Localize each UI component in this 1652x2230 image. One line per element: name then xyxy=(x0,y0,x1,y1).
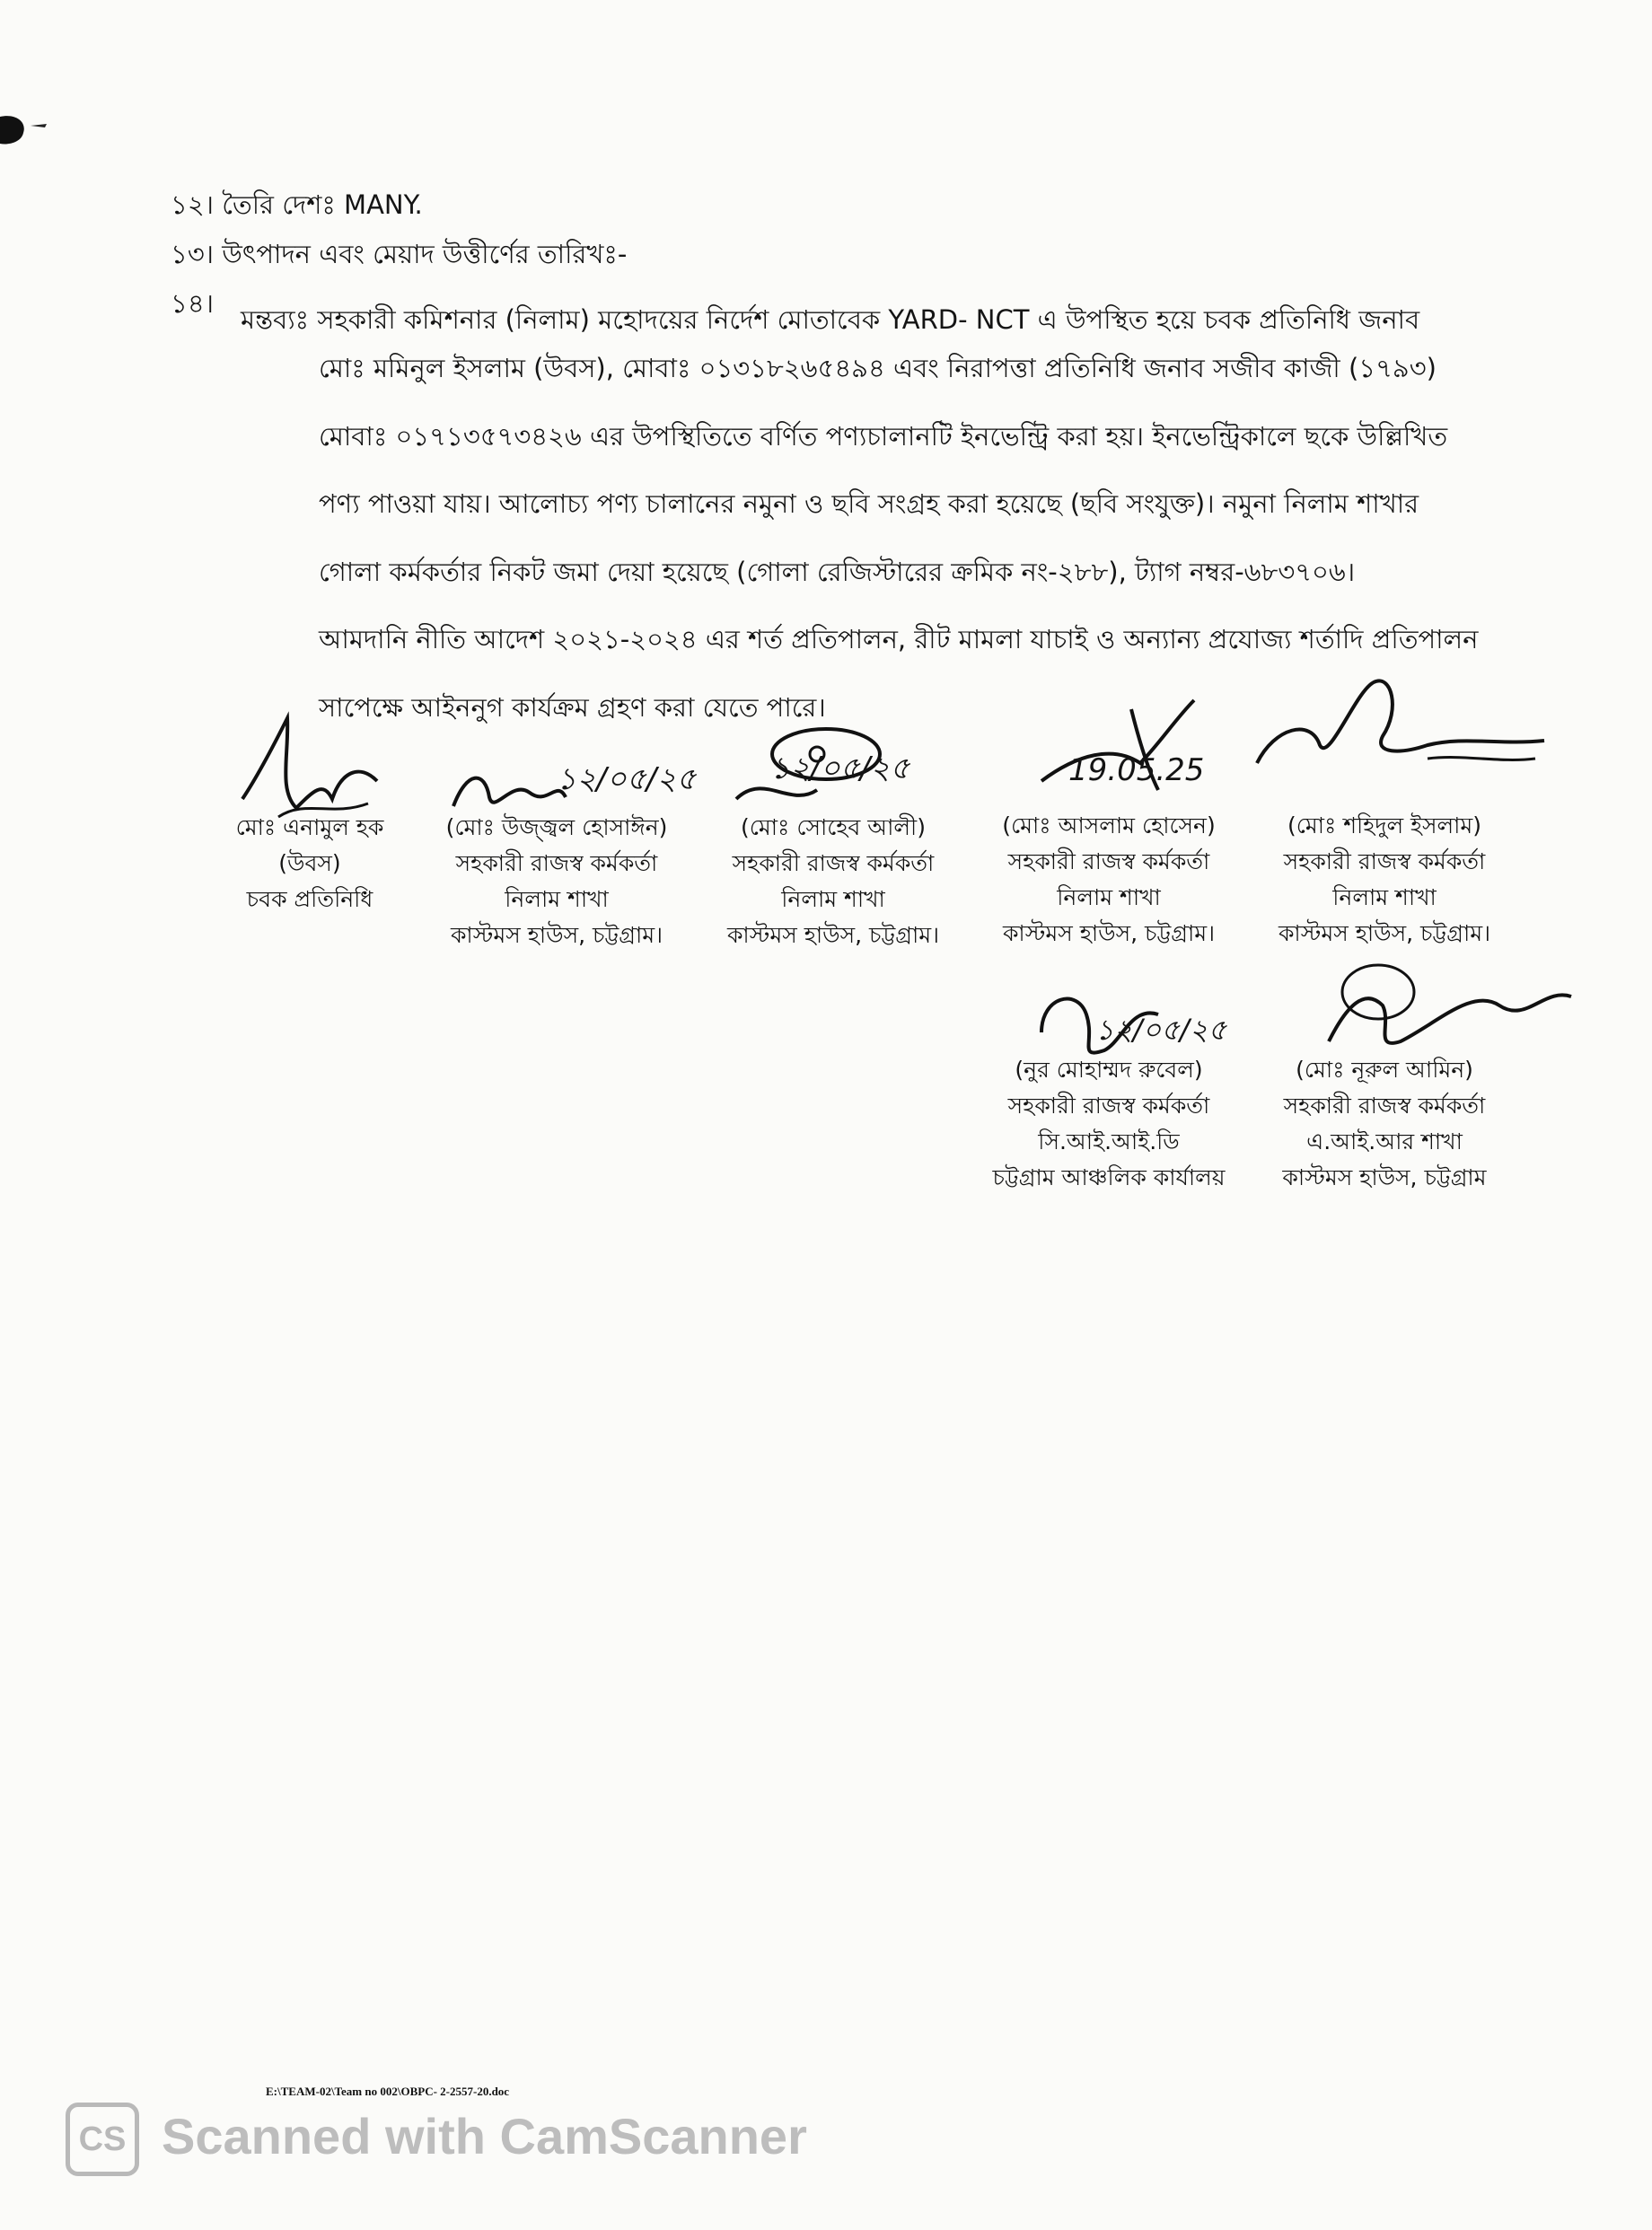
item-14-number: ১৪। xyxy=(171,288,215,319)
signatory-branch: এ.আই.আর শাখা xyxy=(1306,1128,1463,1155)
item-13-manufacture-expiry: ১৩। উৎপাদন এবং মেয়াদ উত্তীর্ণের তারিখঃ- xyxy=(171,239,628,269)
signatory-office: কাস্টমস হাউস, চট্টগ্রাম। xyxy=(726,922,940,948)
signatory-office: কাস্টমস হাউস, চট্টগ্রাম xyxy=(1282,1164,1487,1190)
signature-4-date: 19.05.25 xyxy=(1068,752,1205,788)
remarks-line: পণ্য পাওয়া যায়। আলোচ্য পণ্য চালানের নমুনা ও ছবি সংগ্রহ করা হয়েছে (ছবি সংযুক্ত)। নমুনা নিলাম শাখার xyxy=(319,488,1419,519)
remarks-line: গোলা কর্মকর্তার নিকট জমা দেয়া হয়েছে (গোলা রেজিস্টারের ক্রমিক নং-২৮৮), ট্যাগ নম্বর-৬৮৩৭০৬। xyxy=(319,556,1356,587)
signatory-designation: সহকারী রাজস্ব কর্মকর্তা xyxy=(455,850,658,876)
signatory-designation: সহকারী রাজস্ব কর্মকর্তা xyxy=(1007,848,1210,874)
signatory-line: চবক প্রতিনিধি xyxy=(246,886,373,912)
signatory-5 xyxy=(1250,808,1519,952)
signatory-branch: নিলাম শাখা xyxy=(1332,884,1437,910)
signatory-name: (মোঃ আসলাম হোসেন) xyxy=(1002,812,1216,838)
signatory-line: (উবস) xyxy=(278,850,341,876)
signatory-6 xyxy=(974,1052,1243,1196)
signatory-2 xyxy=(422,810,691,953)
signatory-3 xyxy=(699,810,968,953)
signatory-branch: সি.আই.আই.ডি xyxy=(1038,1128,1180,1155)
signatory-designation: সহকারী রাজস্ব কর্মকর্তা xyxy=(1283,1093,1486,1119)
signatory-designation: সহকারী রাজস্ব কর্মকর্তা xyxy=(1007,1093,1210,1119)
signature-3-date: ১২/০৫/২৫ xyxy=(770,751,910,786)
signatory-designation: সহকারী রাজস্ব কর্মকর্তা xyxy=(1283,848,1486,874)
signatory-name: (মোঃ সোহেব আলী) xyxy=(741,814,926,840)
signatory-1 xyxy=(175,810,444,917)
signatory-name: মোঃ এনামুল হক xyxy=(235,814,384,840)
signatory-name: (মোঃ উজ্জ্বল হোসাঈন) xyxy=(445,814,668,840)
signatory-office: চট্টগ্রাম আঞ্চলিক কার্যালয় xyxy=(992,1164,1226,1190)
signatory-branch: নিলাম শাখা xyxy=(781,886,885,912)
camscanner-watermark: Scanned with CamScanner xyxy=(162,2108,807,2164)
signatory-name: (মোঃ নূরুল আমিন) xyxy=(1296,1057,1473,1083)
signatory-branch: নিলাম শাখা xyxy=(505,886,609,912)
signatory-office: কাস্টমস হাউস, চট্টগ্রাম। xyxy=(1278,920,1491,946)
remarks-line: মোবাঃ ০১৭১৩৫৭৩৪২৬ এর উপস্থিতিতে বর্ণিত পণ্যচালানটি ইনভেন্ট্রি করা হয়। ইনভেন্ট্রিকালে ছকে উল্লিখিত xyxy=(319,420,1448,452)
signatory-4 xyxy=(974,808,1243,952)
signature-5-icon xyxy=(1248,673,1562,799)
remarks-line: সাপেক্ষে আইননুগ কার্যক্রম গ্রহণ করা যেতে পারে। xyxy=(319,691,826,723)
signatory-branch: নিলাম শাখা xyxy=(1057,884,1161,910)
signatory-7 xyxy=(1250,1052,1519,1196)
remarks-line: মোঃ মমিনুল ইসলাম (উবস), মোবাঃ ০১৩১৮২৬৫৪৯৪ এবং নিরাপত্তা প্রতিনিধি জনাব সজীব কাজী (১৭৯৩) xyxy=(319,353,1437,383)
remarks-first-line: মন্তব্যঃ সহকারী কমিশনার (নিলাম) মহোদয়ের নির্দেশ মোতাবেক YARD- NCT এ উপস্থিত হয়ে চবক প্রতিনিধি জনাব xyxy=(241,304,1420,335)
signatory-name: (মোঃ শহিদুল ইসলাম) xyxy=(1287,812,1482,838)
signatory-office: কাস্টমস হাউস, চট্টগ্রাম। xyxy=(1002,920,1216,946)
remarks-line: আমদানি নীতি আদেশ ২০২১-২০২৪ এর শর্ত প্রতিপালন, রীট মামলা যাচাই ও অন্যান্য প্রযোজ্য শর্তাদি প্রতিপালন xyxy=(319,624,1479,654)
signature-6-date: ১২/০৫/২৫ xyxy=(1095,1013,1227,1047)
item-12-origin-country: ১২। তৈরি দেশঃ MANY. xyxy=(171,189,423,220)
signatory-designation: সহকারী রাজস্ব কর্মকর্তা xyxy=(732,850,935,876)
signatory-name: (নুর মোহাম্মদ রুবেল) xyxy=(1015,1057,1203,1083)
ink-blot-icon xyxy=(0,106,50,160)
footer-file-path: E:\TEAM-02\Team no 002\OBPC- 2-2557-20.doc xyxy=(266,2085,510,2098)
signature-2-date: ১২/০৫/২৫ xyxy=(557,761,697,797)
camscanner-logo-icon: CS xyxy=(66,2103,139,2176)
signatory-office: কাস্টমস হাউস, চট্টগ্রাম। xyxy=(450,922,663,948)
